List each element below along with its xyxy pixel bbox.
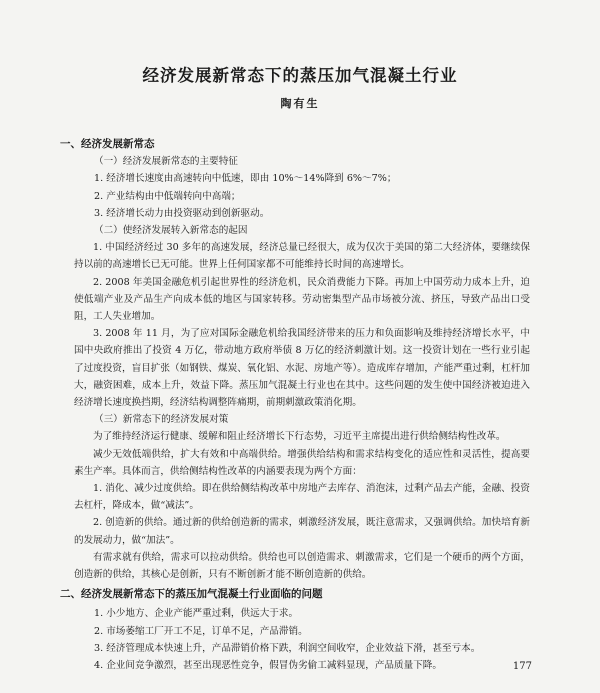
paragraph: 1. 中国经济经过 30 多年的高速发展，经济总量已经很大，成为仅次于美国的第二大经济体，要继续保持以前的高速增长已无可能。世界上任何国家都不可能维持长时间的高速增长。	[74, 242, 530, 271]
paragraph: 3. 2008 年 11 月，为了应对国际金融危机给我国经济带来的压力和负面影响及维持经济增长水平，中国中央政府推出了投资 4 万亿，带动地方政府举债 8 万亿的经济刺激计划。这一投资计划在一些行业引起了过度投资，盲目扩张（如钢铁、煤炭、氧化铝、水泥、房地产等）。造成库存增加，产能严重过剩，杠杆加大，融资困难，成本上升，效益下降。蒸压加气混凝土行业也在其中。这些问题的发生使中国经济被迫进入经济增长速度换挡期，经济结构调整阵痛期，前期刺激政策消化期。	[74, 328, 530, 409]
page-number: 177	[512, 661, 532, 672]
paragraph: 1. 消化、减少过度供给。即在供给侧结构改革中房地产去库存、消泡沫，过剩产品去产能，金融、投资去杠杆，降成本，做“减法”。	[74, 483, 530, 512]
paragraph: （二）使经济发展转入新常态的起因	[94, 225, 248, 237]
paragraph: （一）经济发展新常态的主要特征	[94, 156, 238, 168]
paragraph: （三）新常态下的经济发展对策	[94, 414, 229, 426]
article-body	[60, 136, 530, 674]
article-title: 经济发展新常态下的蒸压加气混凝土行业	[142, 66, 458, 85]
author-name: 陶有生	[280, 97, 320, 110]
paragraph: 4. 企业间竞争激烈，甚至出现恶性竞争，假冒伪劣偷工减料显现，产品质量下降。	[94, 660, 442, 672]
paragraph: 2. 2008 年美国金融危机引起世界性的经济危机，民众消费能力下降。再加上中国劳动力成本上升，迫使低端产业及产品生产向成本低的地区与国家转移。劳动密集型产品市场被分流、挤压，导致产品出口受阻，工人失业增加。	[74, 276, 530, 323]
paragraph: 2. 创造新的供给。通过新的供给创造新的需求，刺激经济发展，既注意需求，又强调供给。加快培育新的发展动力，做“加法”。	[74, 517, 530, 546]
paragraph: 3. 经济管理成本快速上升，产品滞销价格下跌，利润空间收窄，企业效益下滑，甚至亏本。	[94, 642, 481, 654]
section-heading: 一、经济发展新常态	[60, 138, 155, 150]
paragraph: 3. 经济增长动力由投资驱动到创新驱动。	[94, 207, 270, 219]
paragraph: 1. 小少地方、企业产能严重过剩，供远大于求。	[94, 608, 299, 620]
section-heading: 二、经济发展新常态下的蒸压加气混凝土行业面临的问题	[60, 588, 323, 601]
paragraph: 1. 经济增长速度由高速转向中低速，即由 10%～14%降到 6%～7%；	[94, 173, 397, 185]
paragraph: 减少无效低端供给，扩大有效和中高端供给。增强供给结构和需求结构变化的适应性和灵活性，提高要素生产率。具体而言，供给侧结构性改革的内涵要表现为两个方面：	[74, 448, 530, 477]
paragraph: 2. 产业结构由中低端转向中高端；	[94, 190, 241, 202]
paragraph: 有需求就有供给，需求可以拉动供给。供给也可以创造需求、刺激需求，它们是一个硬币的两个方面，创造新的供给，其核心是创新，只有不断创新才能不断创造新的供给。	[74, 551, 530, 581]
paragraph: 为了维持经济运行健康、缓解和阻止经济增长下行态势，习近平主席提出进行供给侧结构性改革。	[93, 431, 506, 443]
paragraph: 2. 市场萎缩工厂开工不足，订单不足，产品滞销。	[94, 625, 308, 637]
